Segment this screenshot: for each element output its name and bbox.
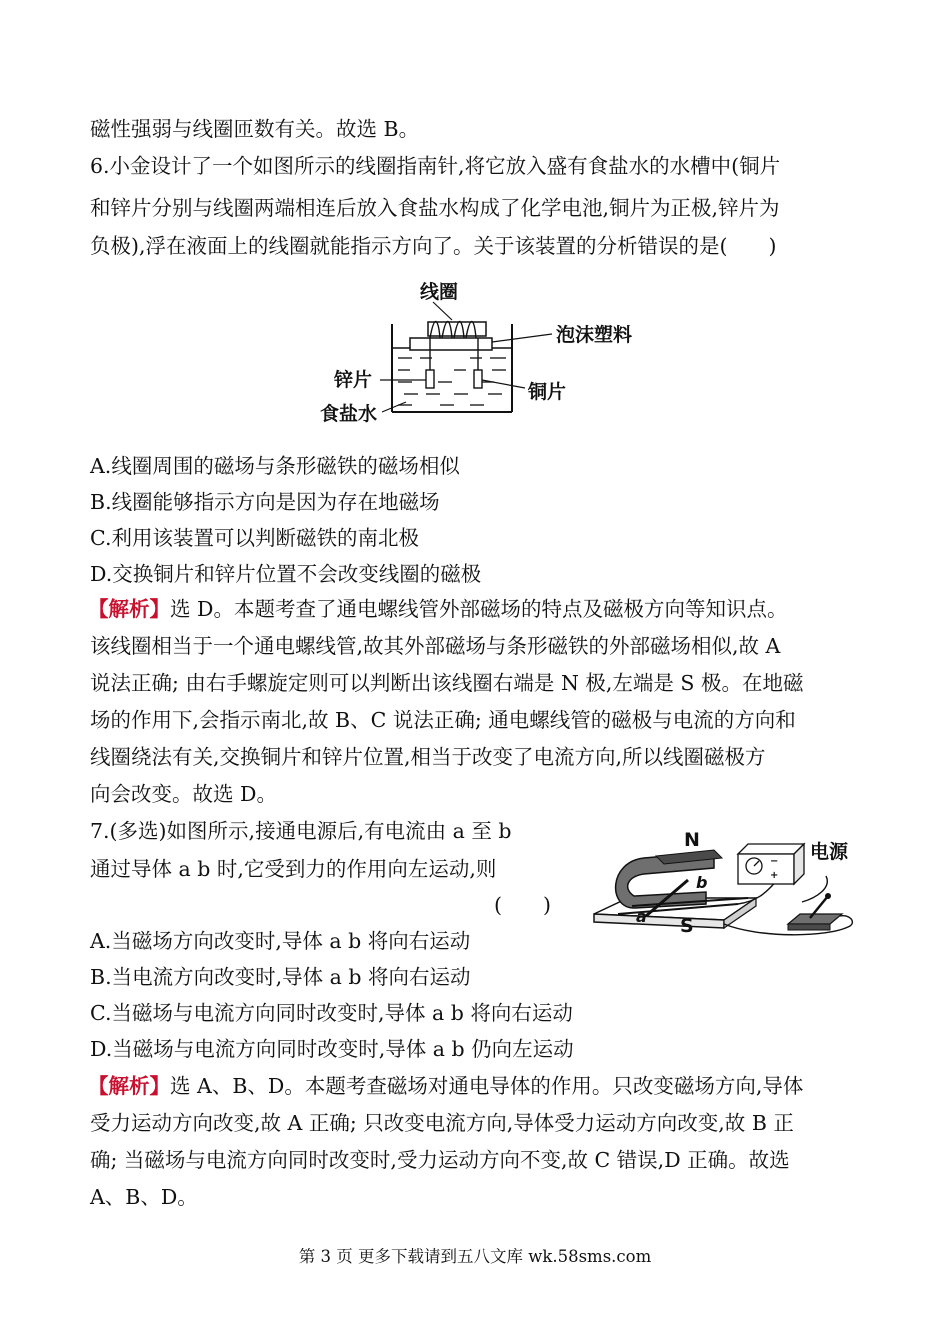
q7-option-d: D.当磁场与电流方向同时改变时,导体 a b 仍向左运动 — [90, 1037, 574, 1061]
q7-analysis-line: 确; 当磁场与电流方向同时改变时,受力运动方向不变,故 C 错误,D 正确。故选 — [90, 1148, 790, 1172]
copper-plate — [474, 370, 482, 388]
magnet-north-label: N — [684, 829, 700, 851]
q7-magnet-circuit-figure — [588, 828, 860, 950]
q6-stem-line: 6.小金设计了一个如图所示的线圈指南针,将它放入盛有食盐水的水槽中(铜片 — [90, 154, 781, 178]
coil-leader — [433, 302, 452, 320]
q7-stem-line: 通过导体 a b 时,它受到力的作用向左运动,则 — [90, 857, 497, 881]
analysis-tag: 【解析】 — [88, 597, 170, 621]
q7-stem-line: 7.(多选)如图所示,接通电源后,有电流由 a 至 b — [90, 819, 512, 843]
q7-answer-blank: ( ) — [494, 893, 551, 917]
foam-block — [410, 338, 492, 350]
intro-line: 磁性强弱与线圈匝数有关。故选 B。 — [90, 117, 420, 141]
q6-option-d: D.交换铜片和锌片位置不会改变线圈的磁极 — [90, 562, 482, 586]
zinc-label: 锌片 — [334, 369, 373, 391]
q6-analysis-first-line — [88, 595, 787, 623]
q7-option-c: C.当磁场与电流方向同时改变时,导体 a b 将向右运动 — [90, 1001, 573, 1025]
wire-power-switch — [802, 876, 827, 902]
magnet-south-label: S — [680, 915, 694, 937]
power-label: 电源 — [810, 841, 849, 863]
power-box-top — [738, 844, 804, 854]
power-terminal-minus: − — [770, 856, 779, 867]
q6-option-a: A.线圈周围的磁场与条形磁铁的磁场相似 — [90, 454, 460, 478]
q6-option-c: C.利用该装置可以判断磁铁的南北极 — [90, 526, 419, 550]
point-b-label: b — [696, 873, 708, 892]
analysis-tag: 【解析】 — [88, 1074, 170, 1098]
coil-label: 线圈 — [420, 281, 459, 303]
switch-knob — [825, 893, 831, 899]
q6-analysis-line: 场的作用下,会指示南北,故 B、C 说法正确; 通电螺线管的磁极与电流的方向和 — [90, 708, 796, 732]
q7-analysis-first-line — [88, 1072, 803, 1100]
q7-option-a: A.当磁场方向改变时,导体 a b 将向右运动 — [90, 929, 471, 953]
q6-analysis-line: 线圈绕法有关,交换铜片和锌片位置,相当于改变了电流方向,所以线圈磁极方 — [90, 745, 766, 769]
q6-stem-line: 和锌片分别与线圈两端相连后放入食盐水构成了化学电池,铜片为正极,锌片为 — [90, 196, 780, 220]
q6-stem-line: 负极),浮在液面上的线圈就能指示方向了。关于该装置的分析错误的是( ) — [90, 234, 777, 258]
copper-label: 铜片 — [528, 381, 567, 403]
foam-label: 泡沫塑料 — [556, 324, 633, 346]
switch-base-front — [788, 924, 830, 930]
q7-analysis-line: 受力运动方向改变,故 A 正确; 只改变电流方向,导体受力运动方向改变,故 B 正 — [90, 1111, 794, 1135]
analysis-text: 选 A、B、D。本题考查磁场对通电导体的作用。只改变磁场方向,导体 — [170, 1074, 804, 1098]
q7-analysis-line: A、B、D。 — [90, 1185, 198, 1209]
point-a-label: a — [636, 907, 647, 926]
page-footer: 第 3 页 更多下载请到五八文库 wk.58sms.com — [298, 1247, 652, 1266]
power-terminal-plus: + — [770, 870, 779, 881]
q6-analysis-line: 该线圈相当于一个通电螺线管,故其外部磁场与条形磁铁的外部磁场相似,故 A — [90, 634, 781, 658]
copper-leader — [482, 380, 525, 388]
q6-analysis-line: 说法正确; 由右手螺旋定则可以判断出该线圈右端是 N 极,左端是 S 极。在地磁 — [90, 671, 804, 695]
zinc-plate — [426, 370, 434, 388]
q6-coil-compass-figure — [320, 272, 650, 430]
q6-analysis-line: 向会改变。故选 D。 — [90, 782, 277, 806]
q7-option-b: B.当电流方向改变时,导体 a b 将向右运动 — [90, 965, 471, 989]
switch-base — [788, 914, 842, 924]
foam-leader — [492, 334, 552, 342]
q6-option-b: B.线圈能够指示方向是因为存在地磁场 — [90, 490, 440, 514]
analysis-text: 选 D。本题考查了通电螺线管外部磁场的特点及磁极方向等知识点。 — [170, 597, 788, 621]
saltwater-leader — [382, 402, 406, 412]
saltwater-label: 食盐水 — [320, 403, 378, 425]
